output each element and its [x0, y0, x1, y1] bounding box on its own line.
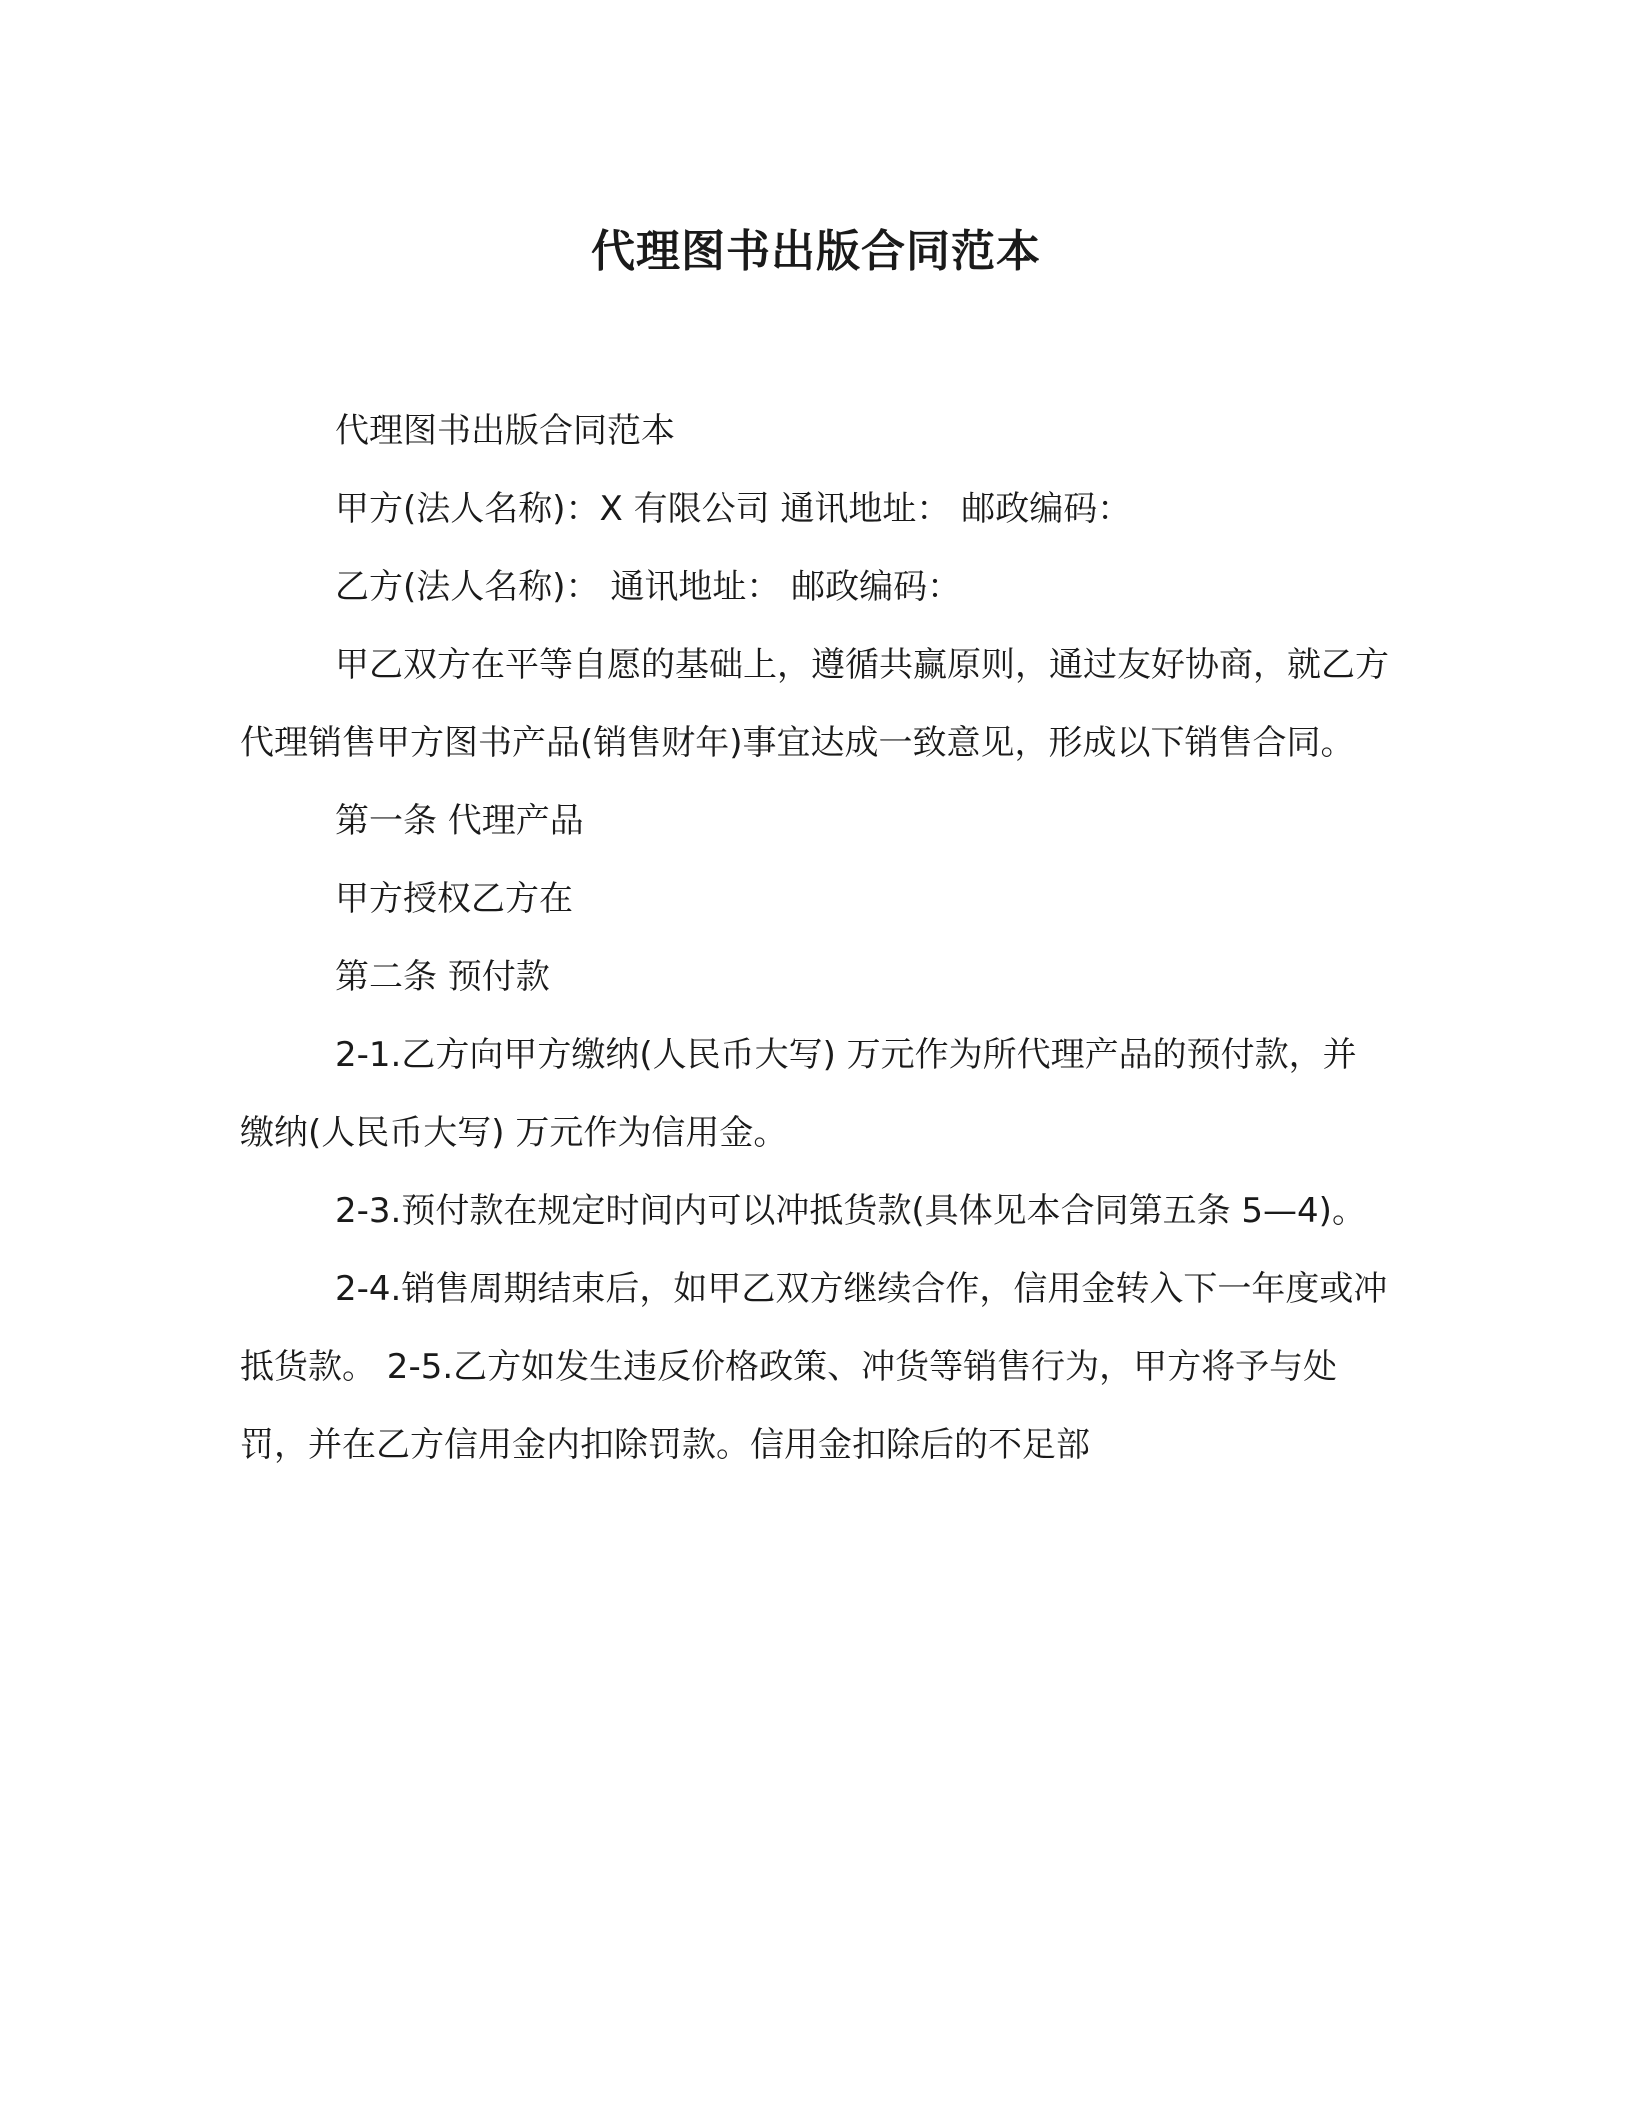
paragraph-clause-2-4: 2-4.销售周期结束后，如甲乙双方继续合作，信用金转入下一年度或冲抵货款。 2-5.乙方如发生违反价格政策、冲货等销售行为，甲方将予与处罚，并在乙方信用金内扣除罚款。信用金扣除后的不足部: [240, 1269, 1388, 1465]
document-title: 代理图书出版合同范本: [591, 226, 1041, 277]
paragraph-party-a: 甲方(法人名称)：X 有限公司 通讯地址： 邮政编码：: [335, 489, 1132, 529]
paragraph-clause-2-1: 2-1.乙方向甲方缴纳(人民币大写) 万元作为所代理产品的预付款，并缴纳(人民币大写) 万元作为信用金。: [240, 1035, 1357, 1153]
paragraph-article-2-heading: 第二条 预付款: [335, 957, 550, 997]
paragraph-preamble: 甲乙双方在平等自愿的基础上，遵循共赢原则，通过友好协商，就乙方代理销售甲方图书产品(销售财年)事宜达成一致意见，形成以下销售合同。: [240, 645, 1389, 763]
paragraph-article-1-body: 甲方授权乙方在: [335, 879, 573, 919]
paragraph-clause-2-3: 2-3.预付款在规定时间内可以冲抵货款(具体见本合同第五条 5—4)。: [335, 1191, 1366, 1231]
paragraph-article-1-heading: 第一条 代理产品: [335, 801, 584, 841]
paragraph-heading: 代理图书出版合同范本: [335, 411, 675, 451]
document-body: [240, 392, 1390, 1484]
paragraph-party-b: 乙方(法人名称)： 通讯地址： 邮政编码：: [335, 567, 962, 607]
